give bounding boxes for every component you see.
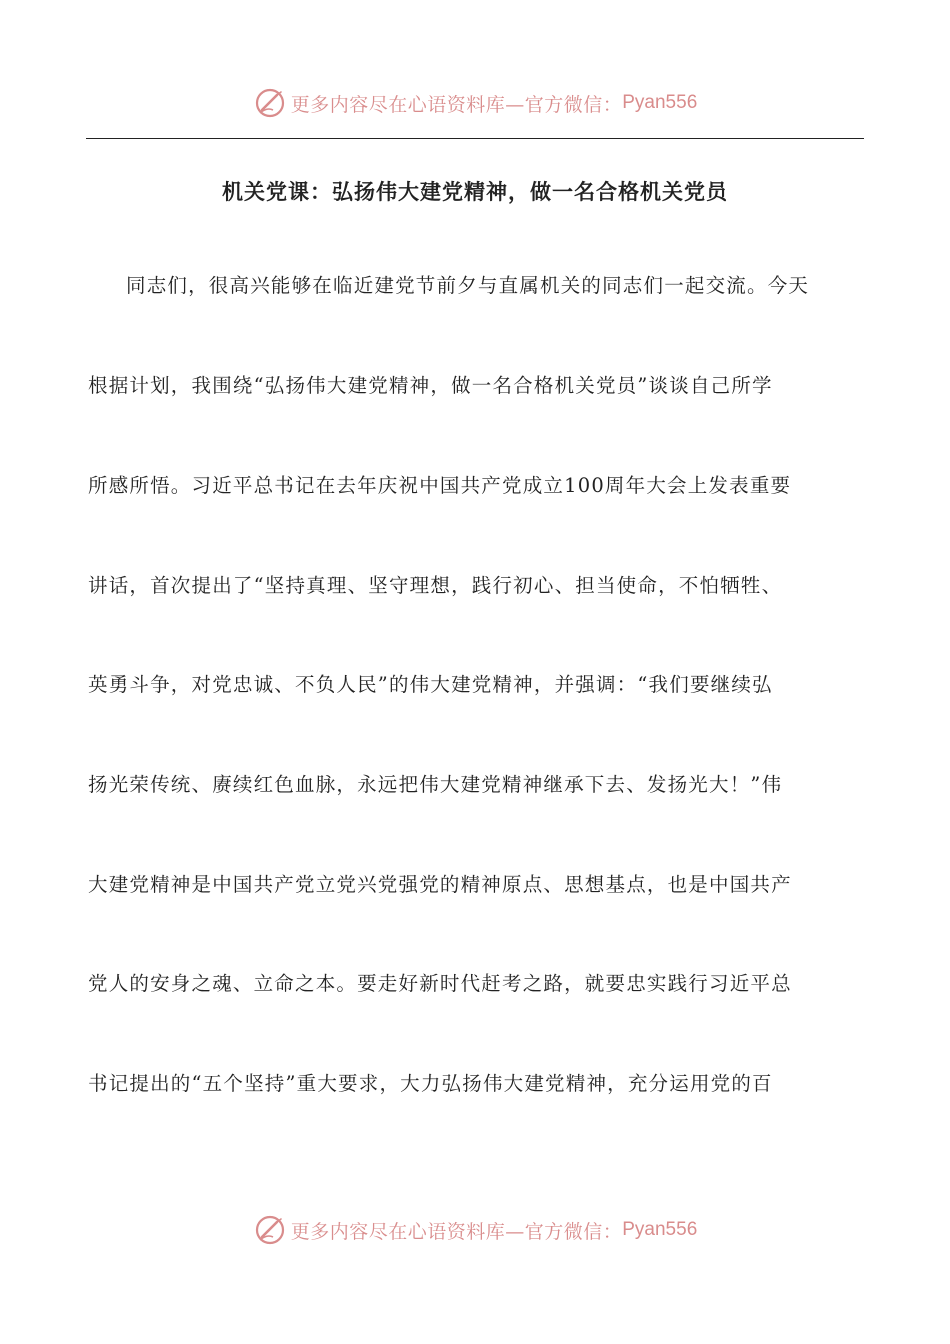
banner-account: Pyan556 bbox=[622, 1219, 698, 1240]
paragraph-line: 讲话，首次提出了“坚持真理、坚守理想，践行初心、担当使命，不怕牺牲、 bbox=[88, 574, 783, 597]
banner-account: Pyan556 bbox=[622, 92, 698, 113]
paragraph-line: 大建党精神是中国共产党立党兴党强党的精神原点、思想基点，也是中国共产 bbox=[88, 873, 792, 896]
pen-swirl-logo-icon bbox=[253, 1213, 287, 1247]
document-title: 机关党课：弘扬伟大建党精神，做一名合格机关党员 bbox=[222, 180, 728, 204]
paragraph-line: 书记提出的“五个坚持”重大要求，大力弘扬伟大建党精神，充分运用党的百 bbox=[88, 1072, 773, 1095]
banner-brand-text: 更多内容尽在心语资料库—官方微信： bbox=[290, 1220, 623, 1243]
banner-brand-text: 更多内容尽在心语资料库—官方微信： bbox=[290, 93, 623, 116]
header-banner bbox=[0, 83, 950, 123]
paragraph-line: 党人的安身之魂、立命之本。要走好新时代赶考之路，就要忠实践行习近平总 bbox=[88, 972, 792, 995]
paragraph-line: 同志们，很高兴能够在临近建党节前夕与直属机关的同志们一起交流。今天 bbox=[126, 274, 810, 297]
paragraph-line: 扬光荣传统、赓续红色血脉，永远把伟大建党精神继承下去、发扬光大！”伟 bbox=[88, 773, 783, 796]
header-rule bbox=[86, 138, 864, 139]
paragraph-line: 根据计划，我围绕“弘扬伟大建党精神，做一名合格机关党员”谈谈自己所学 bbox=[88, 374, 773, 397]
paragraph-line: 所感所悟。习近平总书记在去年庆祝中国共产党成立100周年大会上发表重要 bbox=[88, 474, 792, 497]
pen-swirl-logo-icon bbox=[253, 86, 287, 120]
footer-banner bbox=[0, 1210, 950, 1250]
paragraph-line: 英勇斗争，对党忠诚、不负人民”的伟大建党精神，并强调：“我们要继续弘 bbox=[88, 673, 773, 696]
